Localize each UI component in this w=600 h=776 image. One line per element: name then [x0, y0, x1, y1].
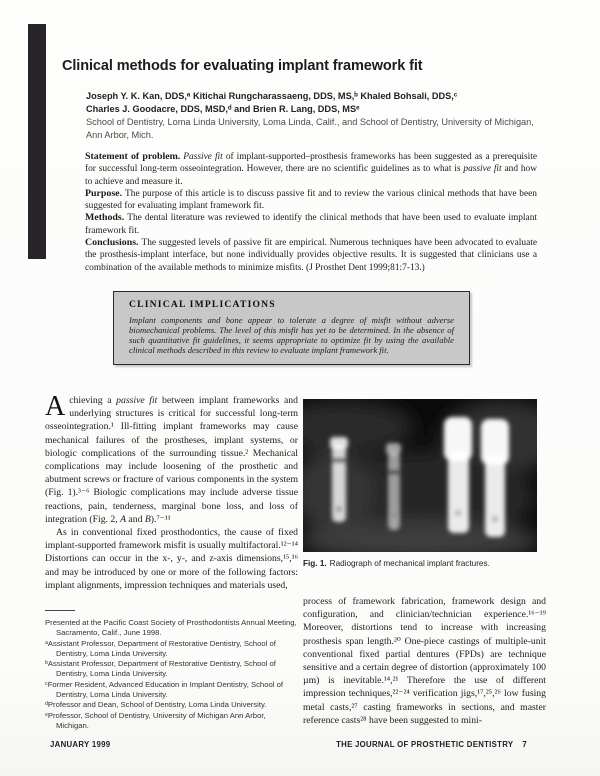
clinical-implications-text: Implant components and bone appear to tolerate a degree of misfit without adverse biomechanical problems. The level of this misfit has yet to be determined. In the absence of such quantitative fit guidelines, it seems appropriate to optimize fit by using the available clinical methods described in this review to evaluate implant framework fit.: [129, 315, 454, 355]
body-paragraph-1-text-4: ).⁷⁻¹¹: [150, 513, 171, 525]
body-paragraph-1-text-3: and: [126, 513, 145, 525]
body-paragraph-2: As in conventional fixed prosthodontics, the cause of fixed implant-supported framework misfit is usually multifactoral.¹²⁻¹⁴ Distortions can occur in the x-, y-, and z-axis dimensions,¹⁵,¹⁶ and may be introduced by one or more of the following factors: implant alignments, impression techniques and materials used,: [45, 527, 298, 591]
figure-caption: [303, 559, 546, 569]
authors-line-1: Joseph Y. K. Kan, DDS,ᵃ Kitichai Rungcharassaeng, DDS, MS,ᵇ Khaled Bohsali, DDS,ᶜ: [86, 91, 458, 101]
margin-bar: [28, 24, 46, 259]
abstract-statement-label: Statement of problem.: [85, 151, 181, 162]
footer-page-number: 7: [522, 740, 527, 749]
right-column: [303, 395, 546, 727]
abstract-conclusions: [85, 237, 537, 274]
abstract-methods-label: Methods.: [85, 212, 125, 224]
abstract-methods: [85, 212, 537, 237]
author-block: [86, 90, 539, 142]
page-footer: [50, 740, 527, 749]
footnote-presented: Presented at the Pacific Coast Society of Prosthodontists Annual Meeting, Sacramento, Calif., June 1998.: [45, 618, 297, 638]
figure-caption-label: Fig. 1.: [303, 559, 327, 568]
abstract-methods-text: The dental literature was reviewed to identify the clinical methods that have been used to evaluate implant framework fit.: [85, 213, 537, 236]
fig2-ref-a: A: [120, 513, 126, 525]
footer-journal: [336, 740, 527, 749]
authors-line-2: Charles J. Goodacre, DDS, MSD,ᵈ and Brien R. Lang, DDS, MSᵉ: [86, 104, 360, 114]
clinical-implications-title: CLINICAL IMPLICATIONS: [129, 299, 276, 310]
abstract-purpose-label: Purpose.: [85, 187, 123, 199]
footnote-a: ᵃAssistant Professor, Department of Restorative Dentistry, School of Dentistry, Loma Linda University.: [45, 638, 276, 658]
body-paragraph-1-italic: passive fit: [116, 395, 158, 406]
affiliation: School of Dentistry, Loma Linda University, Loma Linda, Calif., and School of Dentistry, University of Michigan, Ann Arbor, Mich.: [86, 117, 534, 140]
drop-cap: A: [45, 391, 66, 422]
abstract-statement-text: of implant-supported–prosthesis frameworks has been suggested as a prerequisite for successful long-term osseointegration. However, there are no scientific guidelines as to what is: [85, 152, 538, 175]
abstract-statement-italic-2: passive fit: [463, 164, 502, 175]
abstract-statement: [85, 151, 537, 188]
footnote-divider: [45, 610, 75, 611]
abstract-conclusions-text: The suggested levels of passive fit are empirical. Numerous techniques have been advocated to evaluate the prosthesis-implant interface, but none individually provides objective results. It is suggested that clinicians use a combination of the available methods to minimize misfits. (J Prosthet Dent 1999;81:7-13.): [85, 238, 537, 273]
body-paragraph-1-text: chieving a: [69, 395, 117, 406]
footer-issue-date: JANUARY 1999: [50, 740, 111, 749]
footer-journal-name: THE JOURNAL OF PROSTHETIC DENTISTRY: [336, 740, 514, 749]
footnote-b: ᵇAssistant Professor, Department of Restorative Dentistry, School of Dentistry, Loma Linda University.: [45, 659, 276, 679]
body-paragraph-1: [45, 391, 298, 526]
clinical-implications-box: [113, 291, 470, 365]
footnote-c: ᶜFormer Resident, Advanced Education in Implant Dentistry, School of Dentistry, Loma Linda University.: [45, 679, 284, 700]
abstract-statement-italic: Passive fit: [183, 152, 223, 162]
abstract-purpose-text: The purpose of this article is to discuss passive fit and to review the various clinical methods that have been suggested for evaluating implant framework fit.: [85, 188, 537, 212]
footnote-d: ᵈProfessor and Dean, School of Dentistry, Loma Linda University.: [45, 700, 267, 710]
abstract-conclusions-label: Conclusions.: [85, 237, 139, 249]
footnotes: [45, 610, 299, 731]
left-column: [45, 391, 298, 592]
footnote-e: ᵉProfessor, School of Dentistry, University of Michigan Ann Arbor, Michigan.: [45, 710, 266, 730]
figure-caption-text: Radiograph of mechanical implant fractures.: [329, 559, 490, 568]
fig2-ref-b: B: [144, 513, 151, 525]
figure-radiograph: [303, 399, 537, 552]
body-paragraph-3: process of framework fabrication, framework design and configuration, and clinician/technician experience.¹⁶⁻¹⁹ Moreover, distortions tend to increase with increasing prosthesis span length.²⁰ One-piece castings of multiple-unit conventional fixed partial dentures (FPDs) are technique sensitive and a certain degree of distortion (approximately 100 µm) is inevitable.¹⁴,²¹ Therefore the use of different impression techniques,²²⁻²⁴ verification jigs,¹⁷,²⁵,²⁶ low fusing metal casts,²⁷ casting frameworks in sections, and master reference casts²⁸ have been suggested to mini-: [303, 596, 546, 726]
abstract-purpose: [85, 188, 537, 213]
body-paragraph-1-text-2: between implant frameworks and underlying structures is critical for successful long-term osseointegration.¹ Ill-fitting implant frameworks may cause mechanical failures of the prostheses, implant systems, or biologic complications of the surrounding tissue.² Mechanical complications may include loosening of the prosthetic and abutment screws or fracture of various components in the system (Fig. 1).³⁻⁶ Biologic complications may include adverse tissue reactions, pain, tenderness, marginal bone loss, and loss of integration (Fig. 2,: [45, 395, 298, 525]
abstract-statement-text-2: and how to achieve and measure it.: [85, 164, 538, 187]
article-title: Clinical methods for evaluating implant framework fit: [62, 58, 423, 74]
abstract: [85, 151, 537, 274]
radiograph-image: [303, 399, 537, 552]
